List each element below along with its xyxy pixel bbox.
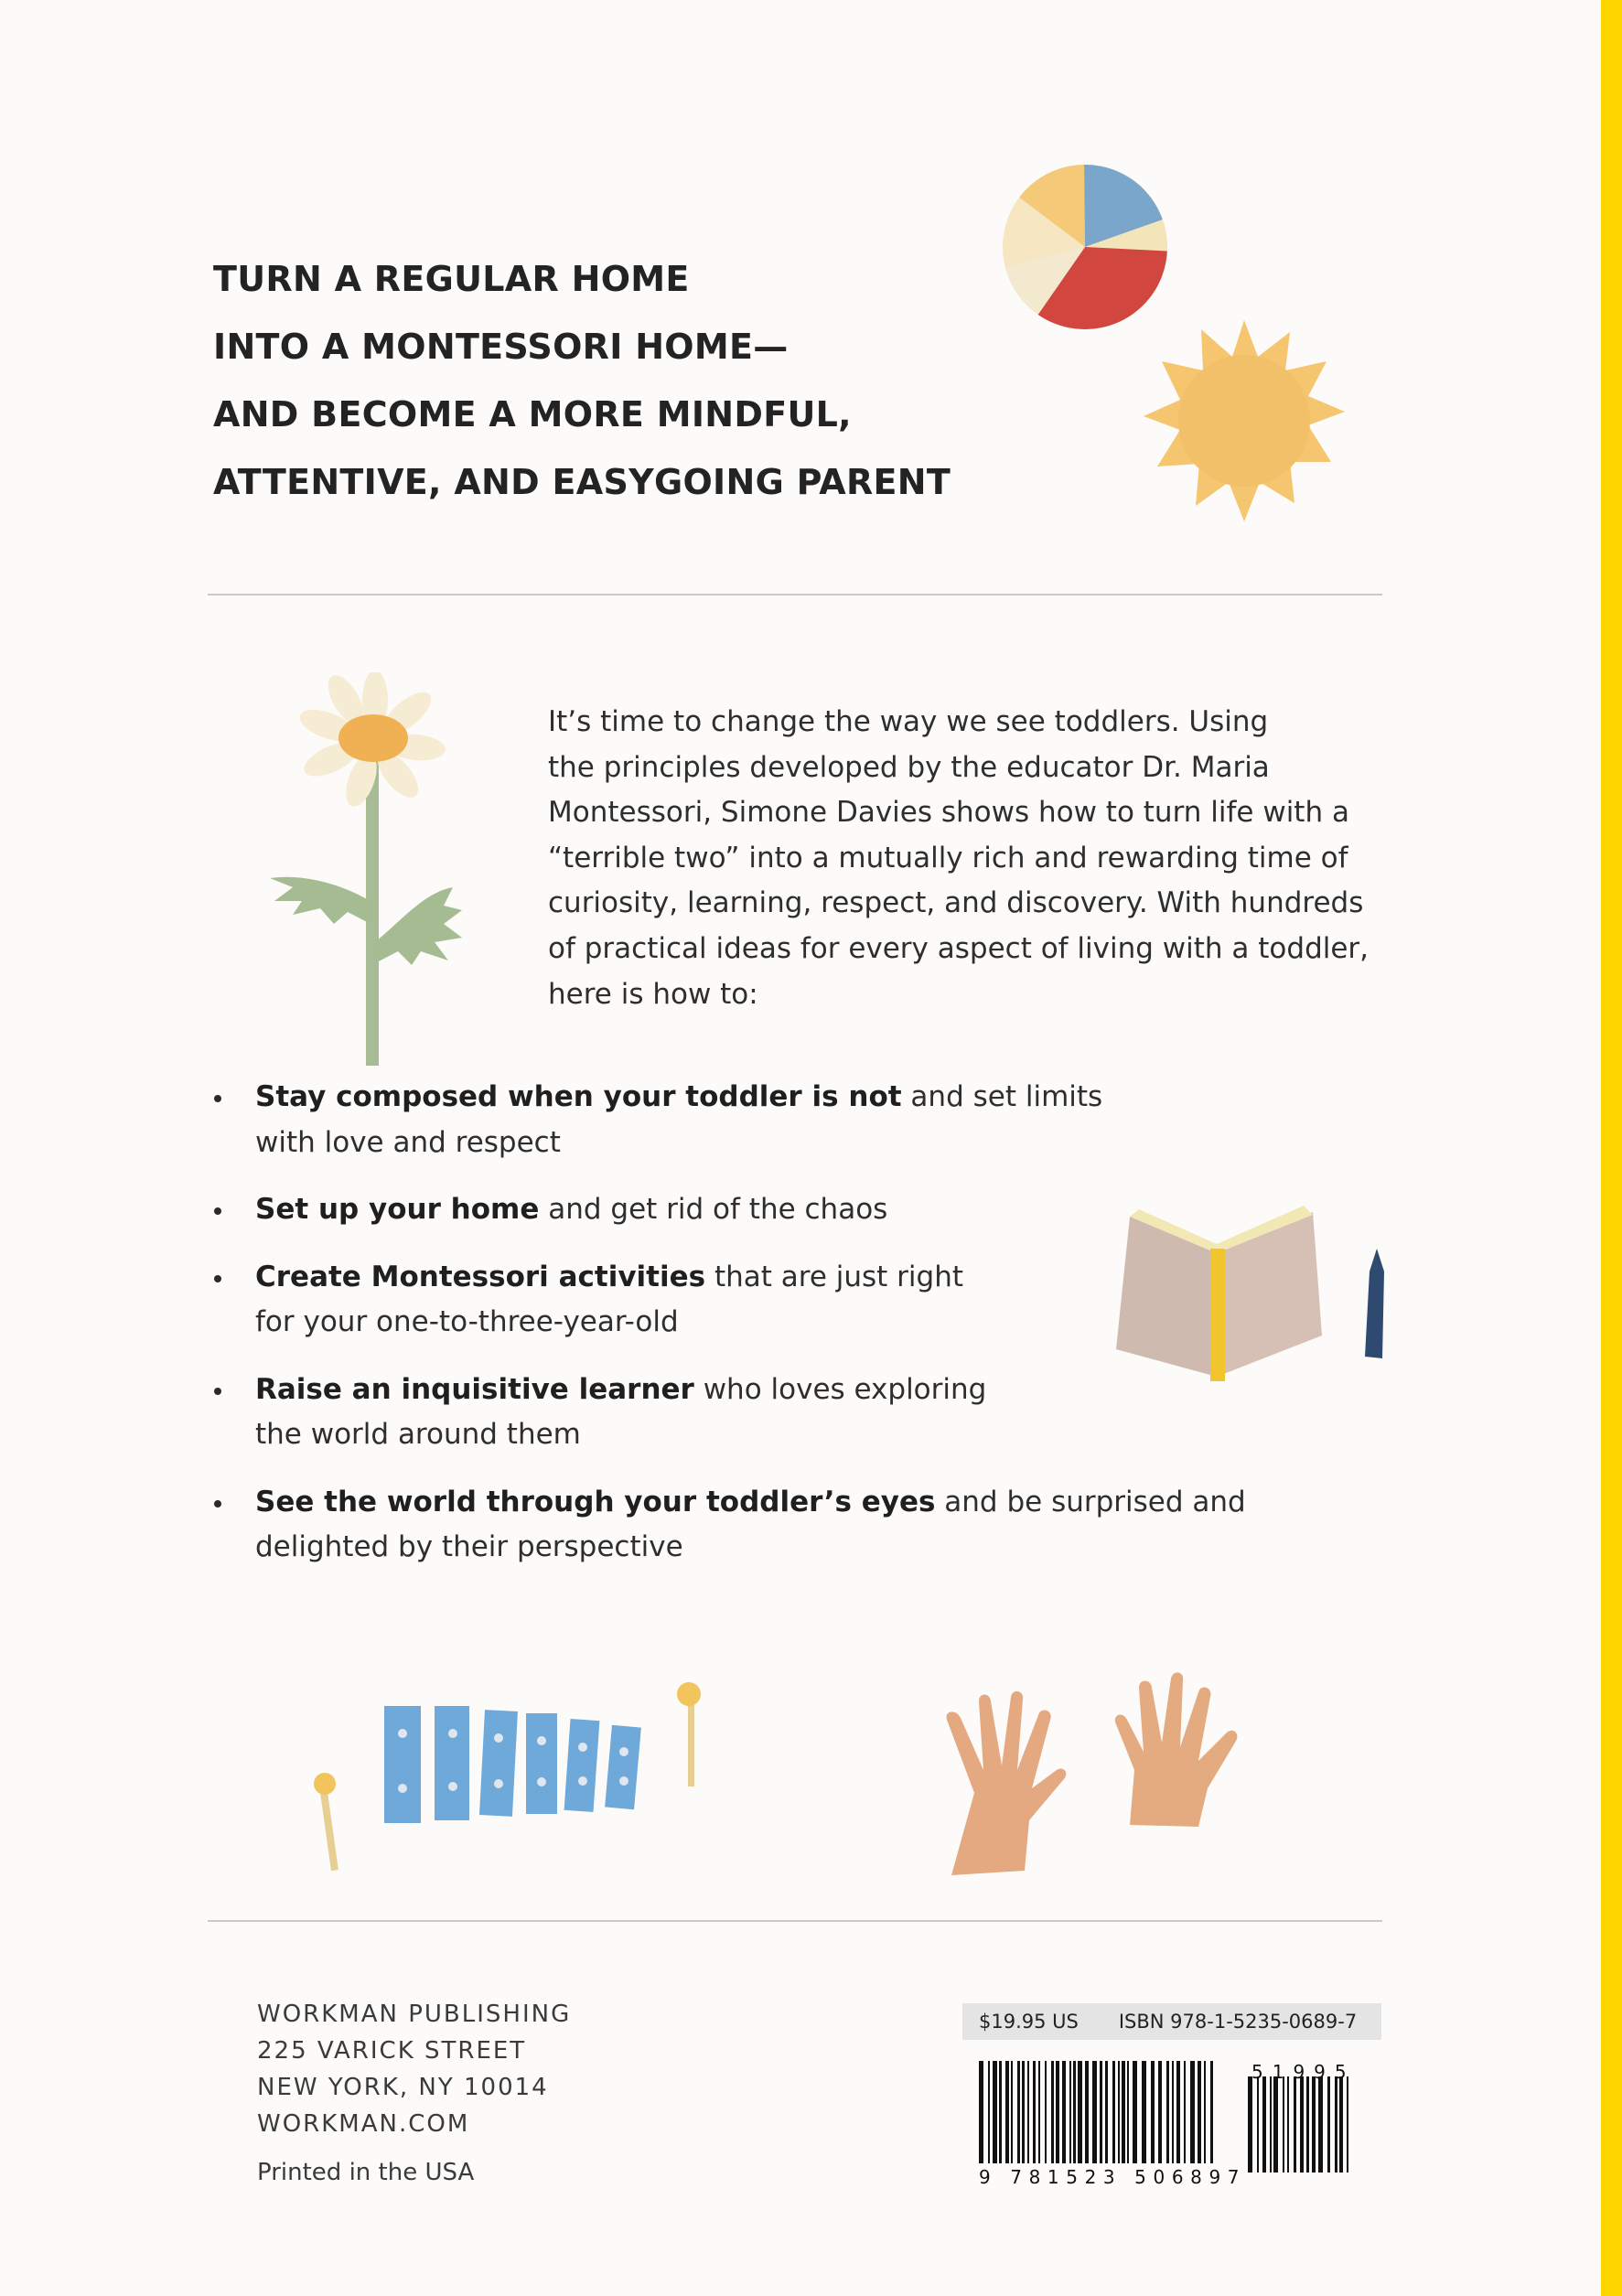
headline-text: TURN A REGULAR HOME INTO A MONTESSORI HOME— AND BECOME A MORE MINDFUL, ATTENTIVE, AND EASYGOING PARENT bbox=[213, 259, 951, 502]
barcode-bar bbox=[1335, 2076, 1337, 2173]
barcode-bar bbox=[1122, 2061, 1125, 2163]
barcode-bar bbox=[1257, 2076, 1259, 2173]
barcode-bar bbox=[1248, 2076, 1252, 2173]
bullet-dot bbox=[214, 1095, 221, 1102]
barcode-bar bbox=[1210, 2061, 1213, 2163]
beach-ball-illustration bbox=[997, 160, 1176, 334]
addon-barcode-digits: 51995 bbox=[1251, 2061, 1356, 2083]
barcode-bar bbox=[1017, 2061, 1020, 2163]
barcode-bar bbox=[1283, 2076, 1284, 2173]
barcode-bar bbox=[1184, 2061, 1186, 2163]
barcode-bar bbox=[1092, 2061, 1097, 2163]
mallet-right-illustration bbox=[672, 1679, 709, 1793]
right-hand-illustration bbox=[1112, 1669, 1249, 1829]
barcode-bar bbox=[1033, 2061, 1036, 2163]
pencil-illustration bbox=[1360, 1249, 1386, 1363]
isbn-barcode bbox=[979, 2061, 1226, 2166]
price-addon-barcode bbox=[1248, 2076, 1359, 2191]
barcode-bar bbox=[1027, 2061, 1029, 2163]
barcode-bar bbox=[1062, 2061, 1066, 2163]
barcode-bar bbox=[999, 2061, 1002, 2163]
barcode-bar bbox=[1085, 2061, 1089, 2163]
barcode-bar bbox=[1270, 2076, 1272, 2173]
bullet-rest: who loves exploring the world around them bbox=[255, 1372, 987, 1451]
barcode-bar bbox=[1038, 2061, 1040, 2163]
barcode-bar bbox=[1078, 2061, 1082, 2163]
barcode-bar bbox=[1339, 2076, 1343, 2173]
price-label: $19.95 US bbox=[979, 2011, 1079, 2033]
bullet-rest: that are just right for your one-to-three-year-old bbox=[255, 1260, 963, 1338]
price-isbn-box bbox=[962, 2003, 1381, 2040]
barcode-bar bbox=[1051, 2061, 1054, 2163]
daisy-flower-illustration bbox=[265, 672, 480, 1066]
barcode-bar bbox=[1172, 2061, 1174, 2163]
barcode-bar bbox=[1105, 2061, 1108, 2163]
bullet-rest: and be surprised and delighted by their perspective bbox=[255, 1485, 1246, 1563]
list-item bbox=[214, 1480, 1246, 1571]
isbn-barcode-digits: 9 781523 506897 bbox=[979, 2166, 1247, 2188]
intro-paragraph: It’s time to change the way we see toddlers. Using the principles developed by the educator Dr. Maria Montessori, Simone Davies shows how to turn life with a “terrible two” into a mutually rich and rewarding time of curiosity, learning, respect, and discovery. With hundreds of practical ideas for every aspect of living with a toddler, here is how to: bbox=[548, 705, 1370, 1011]
bullet-bold: Set up your home bbox=[255, 1193, 540, 1226]
bullet-dot bbox=[214, 1275, 221, 1282]
barcode-bar bbox=[1306, 2076, 1309, 2173]
printed-in-note: Printed in the USA bbox=[257, 2159, 475, 2186]
list-item bbox=[214, 1075, 1246, 1165]
publisher-street: 225 VARICK STREET bbox=[257, 2037, 527, 2065]
barcode-bar bbox=[1022, 2061, 1025, 2163]
list-item bbox=[214, 1255, 1246, 1346]
barcode-bar bbox=[1273, 2076, 1278, 2173]
barcode-bar bbox=[1347, 2076, 1348, 2173]
barcode-bar bbox=[1069, 2061, 1071, 2163]
barcode-bar bbox=[1056, 2061, 1059, 2163]
yellow-spine-strip bbox=[1601, 0, 1622, 2296]
sun-illustration bbox=[1139, 316, 1349, 531]
barcode-bar bbox=[993, 2061, 997, 2163]
barcode-bar bbox=[1262, 2076, 1266, 2173]
barcode-bar bbox=[1312, 2076, 1316, 2173]
barcode-bar bbox=[1005, 2061, 1009, 2163]
publisher-address bbox=[257, 1996, 571, 2142]
barcode-bar bbox=[1133, 2061, 1137, 2163]
barcode-bar bbox=[1327, 2076, 1330, 2173]
barcode-bar bbox=[1176, 2061, 1180, 2163]
list-item bbox=[214, 1368, 1246, 1458]
list-item bbox=[214, 1187, 1246, 1233]
barcode-bar bbox=[1294, 2076, 1296, 2173]
barcode-bar bbox=[979, 2061, 983, 2163]
barcode-bar bbox=[1100, 2061, 1102, 2163]
top-divider bbox=[208, 594, 1382, 595]
barcode-bar bbox=[1073, 2061, 1076, 2163]
barcode-bar bbox=[1318, 2076, 1323, 2173]
publisher-city: NEW YORK, NY 10014 bbox=[257, 2074, 549, 2101]
barcode-bar bbox=[1287, 2076, 1289, 2173]
barcode-bar bbox=[1300, 2076, 1304, 2173]
bullet-bold: See the world through your toddler’s eyes bbox=[255, 1485, 936, 1518]
xylophone-illustration bbox=[380, 1697, 654, 1829]
barcode-bar bbox=[1158, 2061, 1162, 2163]
bottom-divider bbox=[208, 1920, 1382, 1922]
bullet-bold: Stay composed when your toddler is not bbox=[255, 1080, 902, 1113]
barcode-bar bbox=[1118, 2061, 1120, 2163]
bullet-dot bbox=[214, 1207, 221, 1215]
publisher-name: WORKMAN PUBLISHING bbox=[257, 2001, 572, 2028]
benefits-list bbox=[214, 1075, 1246, 1593]
bullet-rest: and get rid of the chaos bbox=[539, 1193, 888, 1226]
barcode-bar bbox=[988, 2061, 990, 2163]
bullet-dot bbox=[214, 1500, 221, 1507]
barcode-bar bbox=[1198, 2061, 1201, 2163]
bullet-dot bbox=[214, 1388, 221, 1395]
bullet-rest: and set limits with love and respect bbox=[255, 1080, 1103, 1159]
bullet-bold: Raise an inquisitive learner bbox=[255, 1372, 694, 1406]
publisher-website: WORKMAN.COM bbox=[257, 2110, 470, 2138]
barcode-bar bbox=[1127, 2061, 1129, 2163]
barcode-bar bbox=[1166, 2061, 1169, 2163]
headline bbox=[213, 245, 951, 516]
barcode-bar bbox=[1204, 2061, 1206, 2163]
barcode-bar bbox=[1112, 2061, 1115, 2163]
barcode-bar bbox=[1045, 2061, 1047, 2163]
barcode-bar bbox=[1190, 2061, 1195, 2163]
isbn-label: ISBN 978-1-5235-0689-7 bbox=[1118, 2011, 1358, 2033]
bullet-bold: Create Montessori activities bbox=[255, 1260, 706, 1293]
barcode-bar bbox=[1142, 2061, 1146, 2163]
barcode-bar bbox=[1011, 2061, 1013, 2163]
mallet-left-illustration bbox=[311, 1770, 348, 1875]
left-hand-illustration bbox=[924, 1683, 1070, 1880]
barcode-bar bbox=[1151, 2061, 1155, 2163]
